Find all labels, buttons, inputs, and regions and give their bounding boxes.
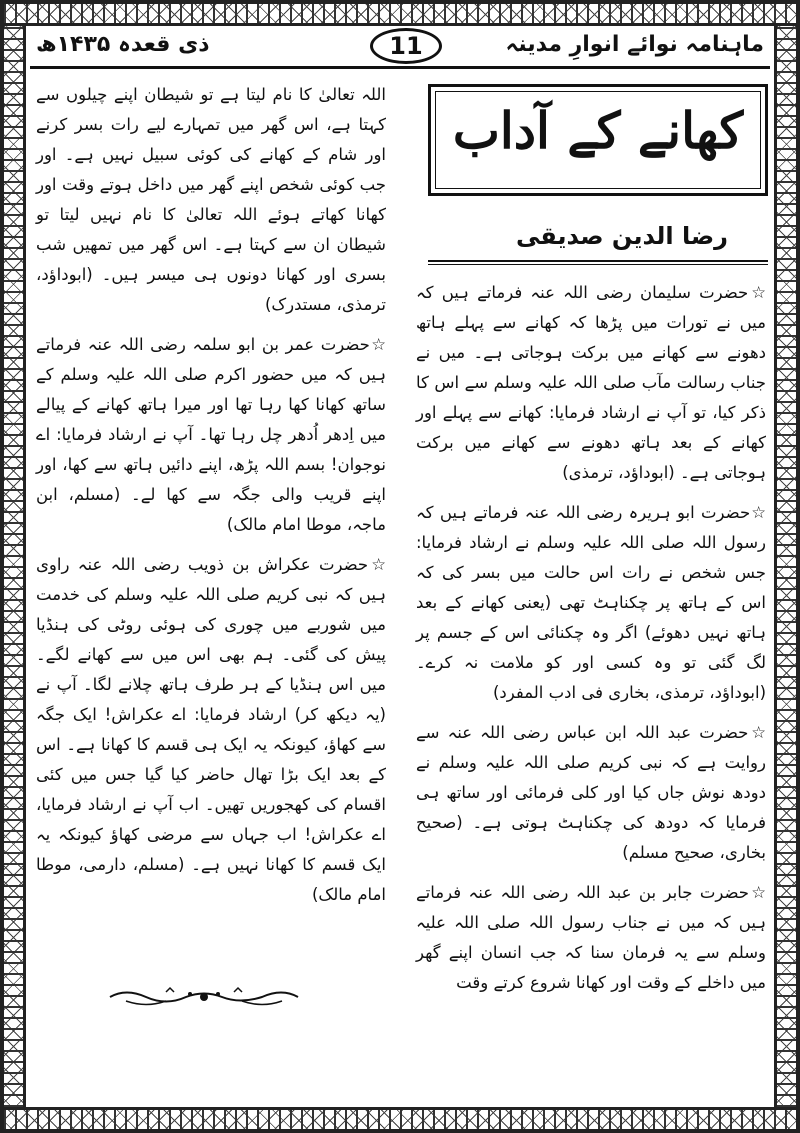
- author-underline: [428, 260, 768, 262]
- paragraph: ☆حضرت ابو ہریرہ رضی اللہ عنہ فرماتے ہیں کہ رسول اللہ صلی اللہ علیہ وسلم نے ارشاد فرمایا: جس شخص نے رات اس حالت میں بسر کی کہ اس کے ہاتھ پر چکناہٹ تھی (یعنی کھانے کے بعد ہاتھ نہیں دھوئے) اگر وہ چکنائی اس کے جسم پر لگ گئی تو وہ کسی اور کو ملامت نہ کرے۔ (ابوداؤد، ترمذی، بخاری فی ادب المفرد): [416, 503, 766, 702]
- issue-date: ذی قعدہ ۱۴۳۵ھ: [36, 32, 210, 57]
- author-byline: [428, 222, 768, 262]
- author-name: رضا الدین صدیقی: [515, 222, 728, 250]
- ornamental-border-left: [4, 26, 26, 1107]
- paragraph: اللہ تعالیٰ کا نام لیتا ہے تو شیطان اپنے چیلوں سے کہتا ہے، اس گھر میں تمہارے لیے رات بسر کرنے اور شام کے کھانے کی کوئی سبیل نہیں ہے۔ اور جب کوئی شخص اپنے گھر میں داخل ہوتے وقت اور کھانا کھاتے ہوئے اللہ تعالیٰ کا نام نہیں لیتا تو شیطان ان سے کہتا ہے۔ اس گھر میں تمھیں شب بسری اور کھانا دونوں ہی میسر ہیں۔ (ابوداؤد، ترمذی، مستدرک): [36, 85, 386, 314]
- page-header: [30, 28, 770, 70]
- paragraph: ☆حضرت عمر بن ابو سلمہ رضی اللہ عنہ فرماتے ہیں کہ میں حضور اکرم صلی اللہ علیہ وسلم کے ساتھ کھانا کھا رہا تھا اور میرا ہاتھ کھانے کے پیالے میں اِدھر اُدھر چل رہا تھا۔ آپ نے ارشاد فرمایا: اے نوجوان! بسم اللہ پڑھ، اپنے دائیں ہاتھ سے کھا، اور اپنے قریب والی جگہ سے کھا لے۔ (مسلم، ابن ماجہ، موطا امام مالک): [36, 335, 386, 534]
- page-number: 11: [370, 28, 442, 64]
- ornamental-border-top: [4, 4, 796, 26]
- ornamental-divider: [106, 986, 302, 1008]
- left-column: [36, 80, 386, 920]
- paragraph: ☆حضرت جابر بن عبد اللہ رضی اللہ عنہ فرماتے ہیں کہ میں نے جناب رسول اللہ صلی اللہ علیہ وسلم سے یہ فرمان سنا کہ جب انسان اپنے گھر میں داخلے کے وقت اور کھانا شروع کرتے وقت: [416, 883, 766, 992]
- right-column: [416, 278, 766, 1008]
- article-title-box: [428, 84, 768, 196]
- ornamental-border-right: [774, 26, 796, 1107]
- ornamental-border-bottom: [4, 1107, 796, 1129]
- author-underline-thin: [428, 264, 768, 265]
- magazine-name: ماہنامہ نوائے انوارِ مدینہ: [505, 32, 764, 57]
- article-title: کھانے کے آداب: [452, 101, 744, 160]
- paragraph: ☆حضرت سلیمان رضی اللہ عنہ فرماتے ہیں کہ میں نے تورات میں پڑھا کہ کھانے سے پہلے ہاتھ دھونے سے کھانے میں برکت ہوجاتی ہے۔ میں نے جناب رسالت مآب صلی اللہ علیہ وسلم سے اس کا ذکر کیا، تو آپ نے ارشاد فرمایا: کھانے سے پہلے اور کھانے کے بعد ہاتھ دھونے سے کھانے میں برکت ہوجاتی ہے۔ (ابوداؤد، ترمذی): [416, 283, 766, 482]
- paragraph: ☆حضرت عکراش بن ذویب رضی اللہ عنہ راوی ہیں کہ نبی کریم صلی اللہ علیہ وسلم کی خدمت میں شوربے میں چوری کی ہوئی روٹی کی ہنڈیا پیش کی گئی۔ ہم بھی اس میں سے کھانے لگے۔ میں اس ہنڈیا کے ہر طرف ہاتھ چلانے لگا۔ آپ نے (یہ دیکھ کر) ارشاد فرمایا: اے عکراش! ایک جگہ سے کھاؤ، کیونکہ یہ ایک ہی قسم کا کھانا ہے۔ اس کے بعد ایک بڑا تھال حاضر کیا گیا جس میں کئی اقسام کی کھجوریں تھیں۔ اب آپ نے ارشاد فرمایا، اے عکراش! اب جہاں سے مرضی کھاؤ کیونکہ یہ ایک قسم کا کھانا نہیں ہے۔ (مسلم، دارمی، موطا امام مالک): [36, 555, 386, 904]
- paragraph: ☆حضرت عبد اللہ ابن عباس رضی اللہ عنہ سے روایت ہے کہ نبی کریم صلی اللہ علیہ وسلم نے دودھ نوش جاں کیا اور کلی فرمائی اور ساتھ ہی فرمایا کہ دودھ کی چکناہٹ ہوتی ہے۔ (صحیح بخاری، صحیح مسلم): [416, 723, 766, 862]
- header-rule: [30, 66, 770, 69]
